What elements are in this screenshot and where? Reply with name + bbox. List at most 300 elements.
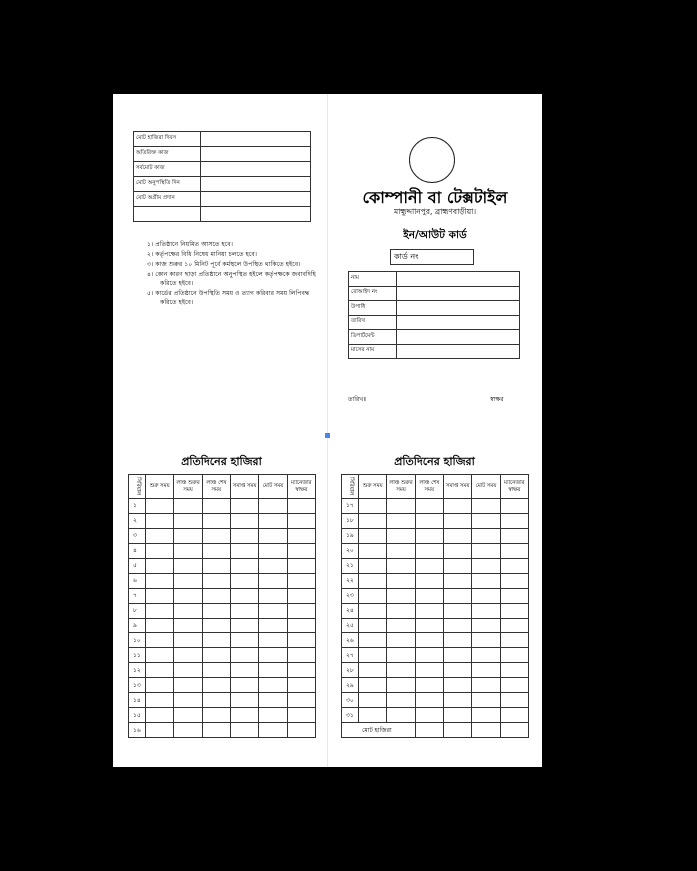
attendance-cell[interactable]	[443, 513, 471, 528]
info-row	[349, 272, 520, 287]
attendance-cell[interactable]	[174, 588, 202, 603]
attendance-cell[interactable]	[259, 528, 287, 543]
attendance-day: ২৫	[342, 618, 359, 633]
attendance-cell[interactable]	[287, 618, 315, 633]
attendance-cell[interactable]	[287, 543, 315, 558]
attendance-cell[interactable]	[202, 693, 230, 708]
info-row	[349, 315, 520, 330]
attendance-header: ম্যানেজার স্বাক্ষর	[500, 475, 528, 499]
attendance-cell[interactable]	[259, 558, 287, 573]
attendance-cell[interactable]	[500, 588, 528, 603]
attendance-cell[interactable]	[202, 648, 230, 663]
attendance-cell[interactable]	[415, 678, 443, 693]
attendance-cell[interactable]	[230, 723, 258, 738]
attendance-day: ৫	[129, 558, 146, 573]
attendance-cell[interactable]	[387, 708, 415, 723]
attendance-cell[interactable]	[287, 708, 315, 723]
attendance-cell[interactable]	[230, 499, 258, 514]
attendance-cell[interactable]	[443, 543, 471, 558]
attendance-cell[interactable]	[174, 499, 202, 514]
attendance-cell[interactable]	[287, 648, 315, 663]
attendance-table-left	[128, 474, 316, 738]
attendance-cell[interactable]	[415, 558, 443, 573]
attendance-cell[interactable]	[472, 618, 500, 633]
attendance-cell[interactable]	[174, 663, 202, 678]
attendance-cell[interactable]	[202, 618, 230, 633]
attendance-cell[interactable]	[174, 693, 202, 708]
attendance-cell[interactable]	[146, 693, 174, 708]
attendance-header-serial: সিরিয়াল	[135, 477, 142, 496]
attendance-cell[interactable]	[259, 648, 287, 663]
attendance-cell[interactable]	[202, 528, 230, 543]
attendance-day: ২৬	[342, 633, 359, 648]
info-row-value[interactable]	[397, 286, 520, 301]
attendance-row	[129, 573, 316, 588]
attendance-cell[interactable]	[443, 678, 471, 693]
attendance-cell[interactable]	[359, 603, 387, 618]
attendance-cell[interactable]	[202, 663, 230, 678]
attendance-row	[342, 499, 529, 514]
summary-row-value[interactable]	[201, 132, 311, 147]
attendance-cell[interactable]	[202, 513, 230, 528]
attendance-cell[interactable]	[500, 558, 528, 573]
attendance-row	[342, 528, 529, 543]
attendance-cell[interactable]	[387, 558, 415, 573]
attendance-cell[interactable]	[259, 663, 287, 678]
attendance-cell[interactable]	[472, 723, 500, 738]
attendance-cell[interactable]	[359, 499, 387, 514]
attendance-cell[interactable]	[287, 513, 315, 528]
attendance-cell[interactable]	[500, 663, 528, 678]
attendance-cell[interactable]	[287, 573, 315, 588]
attendance-day: ১৮	[342, 513, 359, 528]
attendance-cell[interactable]	[230, 573, 258, 588]
attendance-day: ১৪	[129, 693, 146, 708]
info-row	[349, 344, 520, 359]
attendance-cell[interactable]	[230, 603, 258, 618]
attendance-cell[interactable]	[146, 603, 174, 618]
rules-list	[147, 241, 317, 309]
attendance-title-left: প্রতিদিনের হাজিরা	[181, 455, 262, 468]
attendance-cell[interactable]	[443, 663, 471, 678]
attendance-cell[interactable]	[259, 693, 287, 708]
attendance-cell[interactable]	[415, 543, 443, 558]
attendance-cell[interactable]	[415, 513, 443, 528]
attendance-header: শুরু সময়	[359, 475, 387, 499]
attendance-cell[interactable]	[472, 693, 500, 708]
summary-row-label: মোট হাজিরা দিবস	[134, 132, 201, 147]
attendance-cell[interactable]	[287, 603, 315, 618]
attendance-cell[interactable]	[472, 528, 500, 543]
attendance-cell[interactable]	[287, 558, 315, 573]
summary-row-value[interactable]	[201, 207, 311, 222]
attendance-cell[interactable]	[230, 633, 258, 648]
attendance-day: ১	[129, 499, 146, 514]
attendance-header-serial: সিরিয়াল	[348, 477, 355, 496]
attendance-cell[interactable]	[500, 708, 528, 723]
attendance-cell[interactable]	[387, 513, 415, 528]
attendance-cell[interactable]	[500, 603, 528, 618]
attendance-cell[interactable]	[415, 573, 443, 588]
attendance-row	[129, 663, 316, 678]
attendance-cell[interactable]	[259, 633, 287, 648]
attendance-cell[interactable]	[387, 543, 415, 558]
attendance-row	[129, 723, 316, 738]
attendance-row	[129, 693, 316, 708]
attendance-row	[342, 678, 529, 693]
summary-row	[134, 162, 311, 177]
logo-circle-icon	[409, 137, 455, 183]
attendance-cell[interactable]	[500, 618, 528, 633]
info-row-label: নাম	[349, 272, 397, 287]
attendance-cell[interactable]	[443, 558, 471, 573]
attendance-cell[interactable]	[415, 723, 443, 738]
attendance-row	[129, 528, 316, 543]
info-row-label: মাসের নাম	[349, 344, 397, 359]
info-row	[349, 330, 520, 345]
attendance-cell[interactable]	[500, 543, 528, 558]
attendance-cell[interactable]	[387, 528, 415, 543]
attendance-row	[129, 648, 316, 663]
attendance-cell[interactable]	[202, 678, 230, 693]
attendance-cell[interactable]	[359, 513, 387, 528]
attendance-cell[interactable]	[230, 693, 258, 708]
company-name: কোম্পানী বা টেক্সটাইল	[362, 188, 508, 207]
attendance-row	[129, 603, 316, 618]
attendance-cell[interactable]	[443, 723, 471, 738]
attendance-day: ৭	[129, 588, 146, 603]
attendance-cell[interactable]	[146, 499, 174, 514]
attendance-cell[interactable]	[443, 573, 471, 588]
attendance-cell[interactable]	[387, 573, 415, 588]
attendance-day: ৯	[129, 618, 146, 633]
attendance-cell[interactable]	[387, 633, 415, 648]
attendance-cell[interactable]	[472, 648, 500, 663]
attendance-cell[interactable]	[387, 588, 415, 603]
attendance-cell[interactable]	[415, 663, 443, 678]
attendance-cell[interactable]	[146, 543, 174, 558]
attendance-cell[interactable]	[472, 708, 500, 723]
attendance-cell[interactable]	[259, 603, 287, 618]
attendance-cell[interactable]	[472, 678, 500, 693]
signature-label: স্বাক্ষর	[490, 396, 504, 403]
attendance-cell[interactable]	[202, 708, 230, 723]
attendance-row	[129, 678, 316, 693]
attendance-cell[interactable]	[359, 573, 387, 588]
info-row-label: ডিপার্টমেন্ট	[349, 330, 397, 345]
attendance-cell[interactable]	[359, 663, 387, 678]
attendance-header: লাঞ্চ শেষ সময়	[415, 475, 443, 499]
attendance-cell[interactable]	[415, 648, 443, 663]
attendance-cell[interactable]	[500, 678, 528, 693]
attendance-cell[interactable]	[259, 678, 287, 693]
attendance-cell[interactable]	[472, 513, 500, 528]
attendance-row	[129, 499, 316, 514]
attendance-cell[interactable]	[415, 499, 443, 514]
attendance-cell[interactable]	[174, 558, 202, 573]
attendance-day: ৬	[129, 573, 146, 588]
attendance-day: ২	[129, 513, 146, 528]
attendance-cell[interactable]	[259, 499, 287, 514]
attendance-day: ১৩	[129, 678, 146, 693]
attendance-cell[interactable]	[230, 708, 258, 723]
attendance-cell[interactable]	[230, 558, 258, 573]
attendance-cell[interactable]	[500, 723, 528, 738]
attendance-cell[interactable]	[287, 588, 315, 603]
attendance-cell[interactable]	[259, 573, 287, 588]
attendance-cell[interactable]	[415, 693, 443, 708]
attendance-cell[interactable]	[174, 678, 202, 693]
attendance-cell[interactable]	[443, 603, 471, 618]
attendance-cell[interactable]	[472, 603, 500, 618]
attendance-day: ৩	[129, 528, 146, 543]
attendance-cell[interactable]	[443, 528, 471, 543]
attendance-cell[interactable]	[259, 618, 287, 633]
attendance-row	[342, 648, 529, 663]
info-row-label: উপাধি	[349, 301, 397, 316]
attendance-day: ৮	[129, 603, 146, 618]
attendance-cell[interactable]	[146, 618, 174, 633]
attendance-cell[interactable]	[415, 588, 443, 603]
attendance-day: ২৩	[342, 588, 359, 603]
attendance-cell[interactable]	[174, 723, 202, 738]
summary-row-label: সর্বমোট কাজ	[134, 162, 201, 177]
attendance-cell[interactable]	[387, 499, 415, 514]
attendance-cell[interactable]	[287, 663, 315, 678]
attendance-cell[interactable]	[259, 543, 287, 558]
summary-table	[133, 131, 311, 222]
attendance-cell[interactable]	[443, 693, 471, 708]
attendance-cell[interactable]	[415, 618, 443, 633]
attendance-cell[interactable]	[287, 693, 315, 708]
attendance-cell[interactable]	[202, 603, 230, 618]
attendance-cell[interactable]	[230, 678, 258, 693]
attendance-cell[interactable]	[287, 528, 315, 543]
attendance-day: ১৯	[342, 528, 359, 543]
card-number-box: কার্ড নং	[390, 249, 474, 265]
attendance-cell[interactable]	[174, 528, 202, 543]
attendance-cell[interactable]	[500, 633, 528, 648]
attendance-cell[interactable]	[259, 513, 287, 528]
attendance-cell[interactable]	[472, 543, 500, 558]
attendance-cell[interactable]	[359, 633, 387, 648]
attendance-header: লাঞ্চ শুরুর সময়	[174, 475, 202, 499]
attendance-cell[interactable]	[146, 648, 174, 663]
attendance-cell[interactable]	[287, 678, 315, 693]
attendance-day: ১০	[129, 633, 146, 648]
attendance-header	[129, 475, 146, 499]
attendance-day: ২৪	[342, 603, 359, 618]
attendance-cell[interactable]	[230, 663, 258, 678]
summary-row-value[interactable]	[201, 162, 311, 177]
info-row-value[interactable]	[397, 315, 520, 330]
attendance-cell[interactable]	[287, 723, 315, 738]
attendance-row	[342, 558, 529, 573]
info-row-value[interactable]	[397, 330, 520, 345]
attendance-cell[interactable]	[146, 513, 174, 528]
attendance-cell[interactable]	[174, 543, 202, 558]
attendance-cell[interactable]	[174, 618, 202, 633]
attendance-cell[interactable]	[230, 618, 258, 633]
attendance-cell[interactable]	[500, 573, 528, 588]
rule-item: ৫। কার্ডের প্রতিষ্ঠানে উপস্থিতি সময় ও ত্যাগ করিবার সময় লিপিবদ্ধ করিতে হইবে।	[147, 289, 310, 306]
attendance-day: ৪	[129, 543, 146, 558]
attendance-cell[interactable]	[359, 558, 387, 573]
attendance-table-right	[341, 474, 529, 738]
attendance-cell[interactable]	[387, 648, 415, 663]
attendance-cell[interactable]	[174, 513, 202, 528]
attendance-cell[interactable]	[500, 528, 528, 543]
attendance-header: মোট সময়	[259, 475, 287, 499]
attendance-cell[interactable]	[359, 693, 387, 708]
attendance-cell[interactable]	[230, 648, 258, 663]
attendance-header: লাঞ্চ শেষ সময়	[202, 475, 230, 499]
attendance-cell[interactable]	[146, 528, 174, 543]
attendance-cell[interactable]	[387, 663, 415, 678]
attendance-cell[interactable]	[359, 708, 387, 723]
attendance-cell[interactable]	[259, 588, 287, 603]
summary-row	[134, 177, 311, 192]
attendance-cell[interactable]	[146, 588, 174, 603]
attendance-cell[interactable]	[443, 633, 471, 648]
selection-handle[interactable]	[325, 433, 330, 438]
attendance-cell[interactable]	[202, 543, 230, 558]
attendance-cell[interactable]	[146, 663, 174, 678]
attendance-cell[interactable]	[359, 618, 387, 633]
info-row-value[interactable]	[397, 301, 520, 316]
card-title: ইন/আউট কার্ড	[403, 229, 467, 241]
attendance-cell[interactable]	[415, 633, 443, 648]
attendance-title-right: প্রতিদিনের হাজিরা	[394, 455, 475, 468]
attendance-cell[interactable]	[472, 633, 500, 648]
attendance-cell[interactable]	[415, 708, 443, 723]
attendance-header: মোট সময়	[472, 475, 500, 499]
attendance-cell[interactable]	[230, 528, 258, 543]
rule-item: ২। কর্তৃপক্ষের বিধি নিষেধ মানিয়া চলতে হবে।	[147, 251, 257, 259]
attendance-cell[interactable]	[472, 499, 500, 514]
attendance-cell[interactable]	[500, 693, 528, 708]
attendance-header: ম্যানেজার স্বাক্ষর	[287, 475, 315, 499]
attendance-cell[interactable]	[387, 693, 415, 708]
attendance-cell[interactable]	[415, 603, 443, 618]
attendance-header: লাঞ্চ শুরুর সময়	[387, 475, 415, 499]
attendance-cell[interactable]	[415, 528, 443, 543]
rule-item: ৩। কাজ শুরুর ১০ মিনিট পূর্বে কর্মস্থলে উপস্থিত থাকিতে হইবে।	[147, 261, 301, 269]
summary-row-value[interactable]	[201, 177, 311, 192]
summary-row-label	[134, 207, 201, 222]
attendance-cell[interactable]	[443, 708, 471, 723]
summary-row-value[interactable]	[201, 147, 311, 162]
attendance-cell[interactable]	[500, 499, 528, 514]
attendance-cell[interactable]	[174, 573, 202, 588]
attendance-cell[interactable]	[359, 543, 387, 558]
attendance-cell[interactable]	[174, 648, 202, 663]
attendance-total-row	[342, 723, 529, 738]
attendance-cell[interactable]	[146, 723, 174, 738]
attendance-cell[interactable]	[202, 558, 230, 573]
attendance-cell[interactable]	[146, 633, 174, 648]
attendance-cell[interactable]	[287, 499, 315, 514]
attendance-cell[interactable]	[230, 588, 258, 603]
attendance-cell[interactable]	[202, 633, 230, 648]
rule-item: ৪। কোন কারণ ছাড়া প্রতিষ্ঠানে অনুপস্থিত হইলে কর্তৃপক্ষকে জবাবদিহি করিতে হইবে।	[147, 271, 316, 287]
attendance-cell[interactable]	[287, 633, 315, 648]
attendance-cell[interactable]	[443, 588, 471, 603]
attendance-cell[interactable]	[174, 603, 202, 618]
attendance-cell[interactable]	[202, 499, 230, 514]
attendance-cell[interactable]	[146, 678, 174, 693]
attendance-cell[interactable]	[202, 588, 230, 603]
attendance-cell[interactable]	[387, 618, 415, 633]
attendance-cell[interactable]	[443, 618, 471, 633]
attendance-cell[interactable]	[174, 633, 202, 648]
attendance-day: ১৭	[342, 499, 359, 514]
info-row-label: রোআইদ নং	[349, 286, 397, 301]
summary-row-label: মোট অনুপস্থিতি দিন	[134, 177, 201, 192]
employee-info-table	[348, 271, 520, 359]
attendance-cell[interactable]	[359, 528, 387, 543]
attendance-cell[interactable]	[387, 603, 415, 618]
attendance-cell[interactable]	[202, 723, 230, 738]
attendance-cell[interactable]	[259, 708, 287, 723]
attendance-row	[342, 633, 529, 648]
attendance-cell[interactable]	[472, 573, 500, 588]
rule-item: ১। প্রতিষ্ঠানে নিয়মিত আসতে হবে।	[147, 241, 233, 248]
attendance-cell[interactable]	[359, 678, 387, 693]
company-address: মাহ্মুদ্দাানপুর, ব্রাহ্মণবাড়ীয়া।	[393, 207, 477, 216]
attendance-cell[interactable]	[472, 588, 500, 603]
attendance-cell[interactable]	[443, 648, 471, 663]
summary-row-label: অতিরিক্ত কাজ	[134, 147, 201, 162]
attendance-row	[129, 618, 316, 633]
attendance-day: ২১	[342, 558, 359, 573]
attendance-cell[interactable]	[230, 543, 258, 558]
fold-line	[327, 94, 328, 767]
info-row-value[interactable]	[397, 272, 520, 287]
attendance-row	[342, 543, 529, 558]
attendance-cell[interactable]	[472, 558, 500, 573]
attendance-row	[129, 513, 316, 528]
attendance-cell[interactable]	[359, 588, 387, 603]
attendance-cell[interactable]	[472, 663, 500, 678]
attendance-cell[interactable]	[500, 513, 528, 528]
attendance-cell[interactable]	[387, 678, 415, 693]
attendance-day: ১৬	[129, 723, 146, 738]
summary-row-value[interactable]	[201, 192, 311, 207]
attendance-header: শুরু সময়	[146, 475, 174, 499]
info-row-value[interactable]	[397, 344, 520, 359]
attendance-row	[129, 588, 316, 603]
attendance-day: ৩১	[342, 708, 359, 723]
attendance-cell[interactable]	[230, 513, 258, 528]
attendance-cell[interactable]	[146, 573, 174, 588]
date-label: তারিখঃ	[348, 396, 367, 403]
attendance-cell[interactable]	[146, 708, 174, 723]
attendance-cell[interactable]	[259, 723, 287, 738]
attendance-header: সমাপ্ত সময়	[230, 475, 258, 499]
attendance-cell[interactable]	[146, 558, 174, 573]
attendance-cell[interactable]	[174, 708, 202, 723]
attendance-day: ২০	[342, 543, 359, 558]
attendance-cell[interactable]	[443, 499, 471, 514]
attendance-cell[interactable]	[359, 648, 387, 663]
attendance-row	[129, 708, 316, 723]
attendance-cell[interactable]	[202, 573, 230, 588]
attendance-header	[342, 475, 359, 499]
attendance-cell[interactable]	[500, 648, 528, 663]
attendance-day: ২২	[342, 573, 359, 588]
attendance-row	[129, 633, 316, 648]
